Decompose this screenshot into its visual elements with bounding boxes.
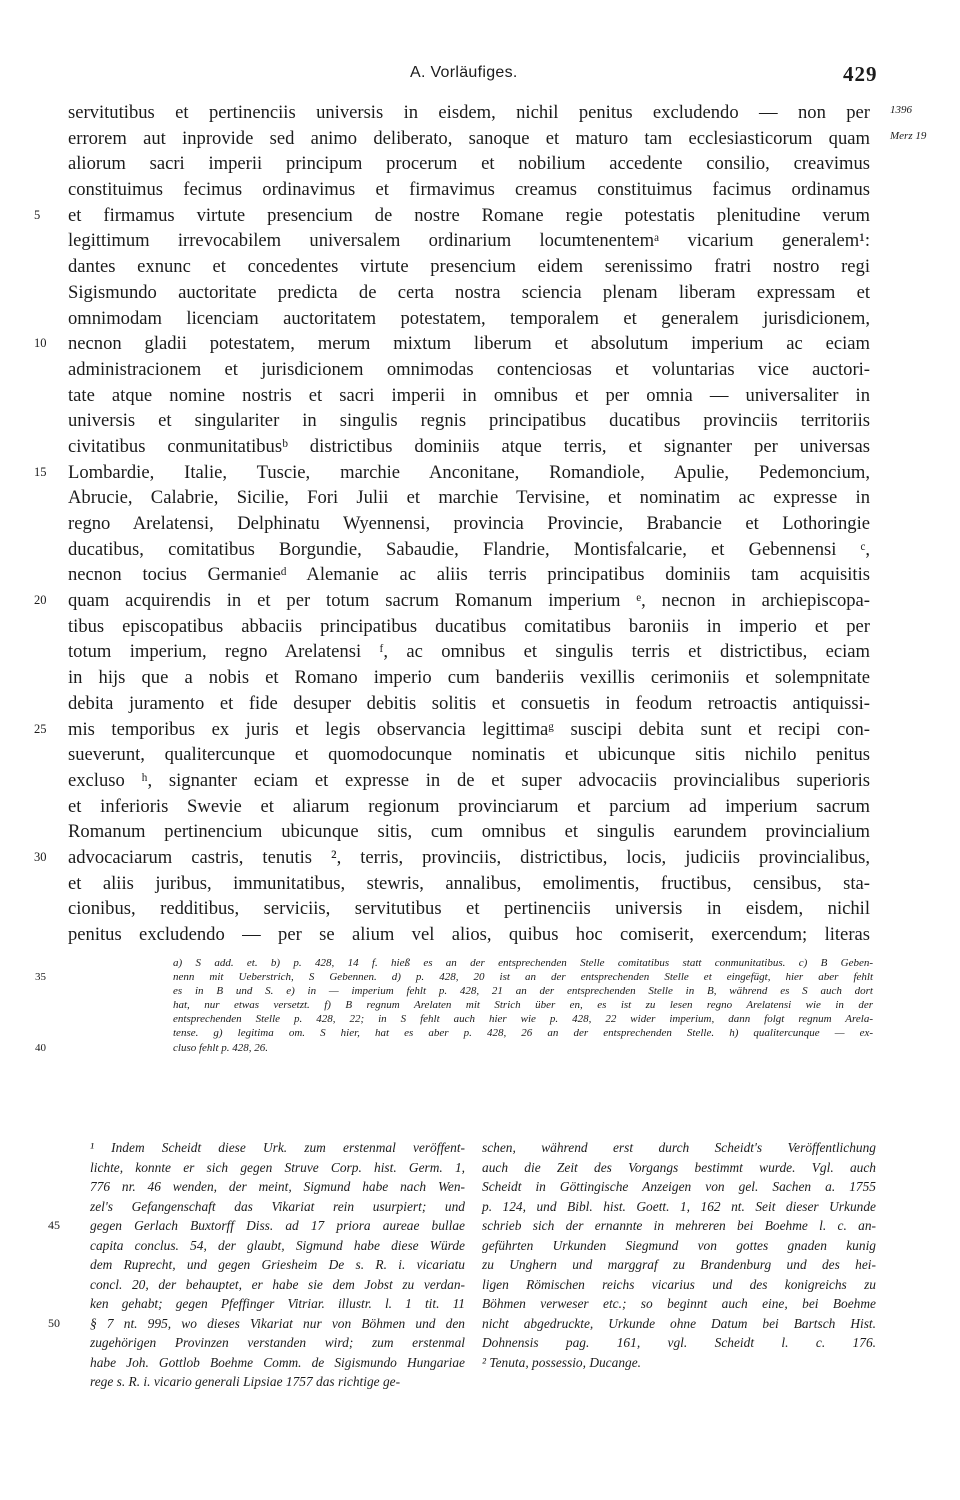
footnote-line-text: rege s. R. i. vicario generali Lipsiae 1757 das richtige ge- — [90, 1374, 401, 1389]
text-line-text: in hijs que a nobis et Romano imperio cum banderiis vexillis cerimoniis et solempnitate — [68, 667, 870, 689]
apparatus-line — [35, 1041, 873, 1055]
text-line — [68, 100, 870, 126]
footnote-line — [482, 1333, 876, 1353]
footnote-line — [482, 1197, 876, 1217]
footnotes-left-column — [48, 1138, 465, 1392]
footnote-line — [90, 1197, 465, 1217]
footnote-line-text: ² Tenuta, possessio, Ducange. — [482, 1354, 641, 1370]
apparatus-line-text: cluso fehlt p. 428, 26. — [173, 1041, 269, 1054]
text-line — [34, 331, 870, 357]
footnote-line — [90, 1236, 465, 1256]
text-line — [68, 819, 870, 845]
apparatus-line — [173, 984, 873, 998]
text-line-text: excluso ʰ, signanter eciam et expresse in de et super advocaciis provincialibus superioris — [68, 769, 870, 791]
apparatus-line-number: 35 — [35, 971, 46, 984]
text-line-text: Sigismundo auctoritate predicta de certa nostra sciencia plenam liberam expressam et — [68, 281, 870, 303]
footnote-line-text: p. 124, und Bibl. hist. Goett. 1, 162 nt. Seit dieser Urkunde — [482, 1198, 876, 1214]
line-number: 15 — [34, 464, 47, 479]
text-line — [68, 639, 870, 665]
apparatus-line-text: a) S add. et. b) p. 428, 14 f. hieß es an der entsprechenden Stelle comitatibus statt conmunitatibus. c) B Geben- — [173, 957, 873, 969]
footnote-line-text: ¹ Indem Scheidt diese Urk. zum erstenmal veröffent- — [90, 1140, 465, 1155]
text-line — [34, 460, 870, 486]
text-line-text: Romanum pertinencium ubicunque sitis, cum omnibus et singulis earundem provincialium — [68, 821, 870, 843]
text-line — [68, 228, 870, 254]
footnote-line-text: Scheidt in Göttingische Anzeigen von gel. Sachen a. 1755 — [482, 1179, 876, 1194]
footnote-line-number: 50 — [48, 1315, 60, 1330]
footnote-line — [90, 1294, 465, 1314]
text-line-text: universis et singulariter in singulis regnis principatibus ducatibus provinciis territoriis — [68, 410, 870, 432]
apparatus-line-text: tense. g) legitima om. S hier, hat es aber p. 428, 26 an der entsprechenden Stelle. h) qualitercunque — ex- — [173, 1027, 873, 1040]
footnote-line — [90, 1177, 465, 1197]
text-line — [68, 614, 870, 640]
text-line — [68, 280, 870, 306]
apparatus-line — [173, 1026, 873, 1040]
text-line — [68, 794, 870, 820]
text-line — [68, 896, 870, 922]
footnote-line-text: Böhmen verweser etc.; so beginnt auch eine, bei Boehme — [482, 1296, 876, 1311]
text-line — [68, 922, 870, 948]
footnote-line-text: zu Unghern und marggraf zu Brandenburg und des hei- — [482, 1257, 876, 1272]
text-line — [68, 511, 870, 537]
text-line-text: mis temporibus ex juris et legis observancia legittimaᵍ suscipi debita sunt et recipi con- — [68, 718, 870, 740]
footnote-line — [482, 1236, 876, 1256]
text-line-text: tate atque nomine nostris et sacri imperii in omnibus et per omnia — universaliter in — [68, 384, 870, 406]
footnote-line-text: ken gehabt; gegen Pfeffinger Vitriar. illustr. l. 1 tit. 11 — [90, 1296, 465, 1311]
text-line-text: ducatibus, comitatibus Borgundie, Sabaudie, Flandrie, Montisfalcarie, et Gebennensi ᶜ, — [68, 538, 870, 560]
text-line — [68, 151, 870, 177]
footnote-line — [90, 1138, 465, 1158]
footnote-line-text: Dohnensis pag. 161, vgl. Scheidt l. c. 176. — [482, 1335, 876, 1350]
text-line — [68, 357, 870, 383]
apparatus-line — [173, 1012, 873, 1026]
page-number: 429 — [843, 62, 878, 86]
text-line — [68, 537, 870, 563]
text-line — [34, 588, 870, 614]
footnote-line-text: dem Ruprecht, und gegen Griesheim De s. R. i. vicariatu — [90, 1257, 465, 1272]
text-line-text: servitutibus et pertinenciis universis in eisdem, nichil penitus excludendo — non per — [68, 102, 870, 123]
footnote-line — [90, 1333, 465, 1353]
text-line — [68, 408, 870, 434]
footnote-line-text: ligen Römischen reichs vicarius und des konigreichs zu — [482, 1276, 876, 1292]
running-head-title: A. Vorläufiges. — [410, 64, 518, 81]
footnote-line-text: zel's Gefangenschaft das Vikariat rein usurpiert; und — [90, 1198, 465, 1214]
text-line-text: dantes exnunc et concedentes virtute presencium eidem serenissimo fratri nostro regi — [68, 256, 870, 278]
text-line — [68, 562, 870, 588]
text-line-text: et aliis juribus, immunitatibus, stewris, annalibus, emolimentis, fructibus, censibus, sta- — [68, 872, 870, 894]
text-line-text: cionibus, redditibus, serviciis, servitutibus et pertinenciis universis in eisdem, nichil — [68, 898, 870, 920]
footnote-line-text: concl. 20, der behauptet, er habe sie dem Jobst zu verdan- — [90, 1276, 465, 1292]
footnote-line-text: § 7 nt. 995, wo dieses Vikariat nur von Böhmen und den — [90, 1315, 465, 1331]
footnote-line — [90, 1372, 465, 1392]
text-line-text: debita juramento et fide desuper debitis solitis et consuetis in feodum retroactis antiquissi- — [68, 692, 870, 714]
text-line-text: totum imperium, regno Arelatensi ᶠ, ac omnibus et singulis terris et districtibus, eciam — [68, 641, 870, 663]
apparatus-line-text: hat, nur etwas versetzt. f) B regnum Arelaten mit Strich über en, es ist zu lesen regno Arelatensi wie in der — [173, 999, 873, 1012]
footnote-line — [90, 1353, 465, 1373]
margin-year: 1396 — [890, 104, 912, 116]
footnote-line — [48, 1216, 465, 1236]
text-line-text: omnimodam licenciam auctoritatem potestatem, temporalem et generalem jurisdicionem, — [68, 307, 870, 329]
running-head — [0, 60, 960, 88]
text-line-text: tibus episcopatibus abbaciis principatibus ducatibus comitatibus baroniis in imperio et per — [68, 615, 870, 637]
apparatus-line-text: nenn mit Ueberstrich, S Gebennen. d) p. 428, 20 ist an der entsprechenden Stelle et eingefügt, hier aber fehlt — [173, 971, 873, 984]
footnote-line — [482, 1216, 876, 1236]
footnote-line — [482, 1138, 876, 1158]
text-line — [68, 742, 870, 768]
footnote-line — [482, 1294, 876, 1314]
footnote-line-text: capita conclus. 54, der glaubt, Sigmund habe diese Würde — [90, 1237, 465, 1253]
text-line-text: sueverunt, qualitercunque et quomodocunque nominatis et ubicunque sitis nichilo penitus — [68, 744, 870, 766]
main-text — [34, 100, 870, 948]
footnote-line — [90, 1255, 465, 1275]
text-line — [68, 254, 870, 280]
apparatus-line-number: 40 — [35, 1041, 46, 1054]
text-line-text: regno Arelatensi, Delphinatu Wyennensi, provincia Provincie, Brabancie et Lothoringie — [68, 513, 870, 534]
footnotes-right-column — [482, 1138, 876, 1372]
text-line-text: errorem aut inprovide sed animo deliberato, sanoque et maturo tam ecclesiasticorum quam — [68, 127, 870, 149]
text-line-text: aliorum sacri imperii principum procerum et nobilium accedente consilio, creavimus — [68, 153, 870, 175]
line-number: 30 — [34, 849, 47, 864]
text-line-text: necnon tocius Germanieᵈ Alemanie ac aliis terris principatibus dominiis tam acquisitis — [68, 564, 870, 586]
footnote-line-text: nicht abgedruckte, Urkunde ohne Datum bei Bartsch Hist. — [482, 1315, 876, 1331]
text-line-text: constituimus fecimus ordinavimus et firmavimus creamus constituimus facimus ordinamus — [68, 179, 870, 201]
footnote-line-text: zugehörigen Provinzen verstanden wird; zum erstenmal — [90, 1335, 465, 1350]
text-line — [68, 383, 870, 409]
text-line-text: Lombardie, Italie, Tuscie, marchie Anconitane, Romandiole, Apulie, Pedemoncium, — [68, 461, 870, 483]
apparatus-line — [173, 956, 873, 970]
footnote-line-text: gegen Gerlach Buxtorff Diss. ad 17 priora aureae bullae — [90, 1218, 465, 1233]
text-line-text: advocaciarum castris, tenutis ², terris, provinciis, districtibus, locis, judiciis provincialibus, — [68, 846, 870, 868]
line-number: 25 — [34, 721, 47, 736]
footnote-line-number: 45 — [48, 1218, 60, 1232]
apparatus-line-text: es in B und S. e) in — imperium fehlt p. 428, 21 an der entsprechenden Stelle in B, während es S auch dort — [173, 985, 873, 998]
critical-apparatus — [35, 956, 873, 1055]
footnote-line-text: schen, während erst durch Scheidt's Veröffentlichung — [482, 1140, 876, 1155]
footnote-line-text: geführten Urkunden Siegmund von gottes gnaden kunig — [482, 1237, 876, 1253]
text-line-text: et firmamus virtute presencium de nostre Romane regie potestatis plenitudine verum — [68, 204, 870, 226]
footnote-line — [90, 1158, 465, 1178]
footnote-line — [482, 1177, 876, 1197]
text-line — [68, 485, 870, 511]
footnote-line — [482, 1158, 876, 1178]
line-number: 10 — [34, 336, 47, 351]
text-line-text: Abrucie, Calabrie, Sicilie, Fori Julii et marchie Tervisine, et nominatim ac expresse in — [68, 487, 870, 509]
footnote-line — [48, 1314, 465, 1334]
margin-date: Merz 19 — [890, 130, 927, 142]
text-line — [68, 306, 870, 332]
text-line — [68, 665, 870, 691]
text-line-text: civitatibus conmunitatibusᵇ districtibus dominiis atque terris, et signanter per universas — [68, 435, 870, 457]
footnote-line-text: habe Joh. Gottlob Boehme Comm. de Sigismundo Hungariae — [90, 1354, 465, 1370]
apparatus-line-text: entsprechenden Stelle p. 428, 22; in S fehlt auch hier wie p. 428, 22 wider imperium, dann folgt regnum Arela- — [173, 1013, 873, 1026]
line-number: 20 — [34, 593, 47, 608]
footnote-line — [482, 1353, 876, 1373]
footnote-line-text: lichte, konnte er sich gegen Struve Corp. hist. Germ. 1, — [90, 1159, 465, 1175]
footnote-line-text: auch die Zeit des Vorgangs bestimmt wurde. Vgl. auch — [482, 1159, 876, 1175]
text-line — [68, 768, 870, 794]
text-line-text: penitus excludendo — per se alium vel alios, quibus hoc comiserit, exercendum; literas — [68, 924, 870, 945]
text-line — [68, 177, 870, 203]
footnote-line — [482, 1275, 876, 1295]
line-number: 5 — [34, 207, 41, 222]
text-line — [68, 434, 870, 460]
text-line — [68, 871, 870, 897]
text-line-text: legittimum irrevocabilem universalem ordinarium locumtenentemᵃ vicarium generalem¹: — [68, 230, 870, 252]
text-line — [34, 717, 870, 743]
footnote-line-text: 776 nr. 46 wenden, der meint, Sigmund habe nach Wen- — [90, 1179, 465, 1194]
footnote-line — [90, 1275, 465, 1295]
apparatus-line — [173, 998, 873, 1012]
text-line — [68, 691, 870, 717]
text-line-text: quam acquirendis in et per totum sacrum Romanum imperium ᵉ, necnon in archiepiscopa- — [68, 590, 870, 612]
text-line-text: administracionem et jurisdicionem omnimodas contenciosas et voluntarias vice auctori- — [68, 358, 870, 380]
text-line-text: necnon gladii potestatem, merum mixtum liberum et absolutum imperium ac eciam — [68, 333, 870, 355]
footnote-line — [482, 1314, 876, 1334]
text-line — [68, 126, 870, 152]
apparatus-line — [35, 970, 873, 984]
footnote-line — [482, 1255, 876, 1275]
text-line-text: et inferioris Swevie et aliarum regionum provinciarum et parcium ad imperium sacrum — [68, 795, 870, 817]
text-line — [34, 845, 870, 871]
text-line — [34, 203, 870, 229]
footnote-line-text: schrieb sich der ernannte in mehreren bei Boehme l. c. an- — [482, 1218, 876, 1233]
